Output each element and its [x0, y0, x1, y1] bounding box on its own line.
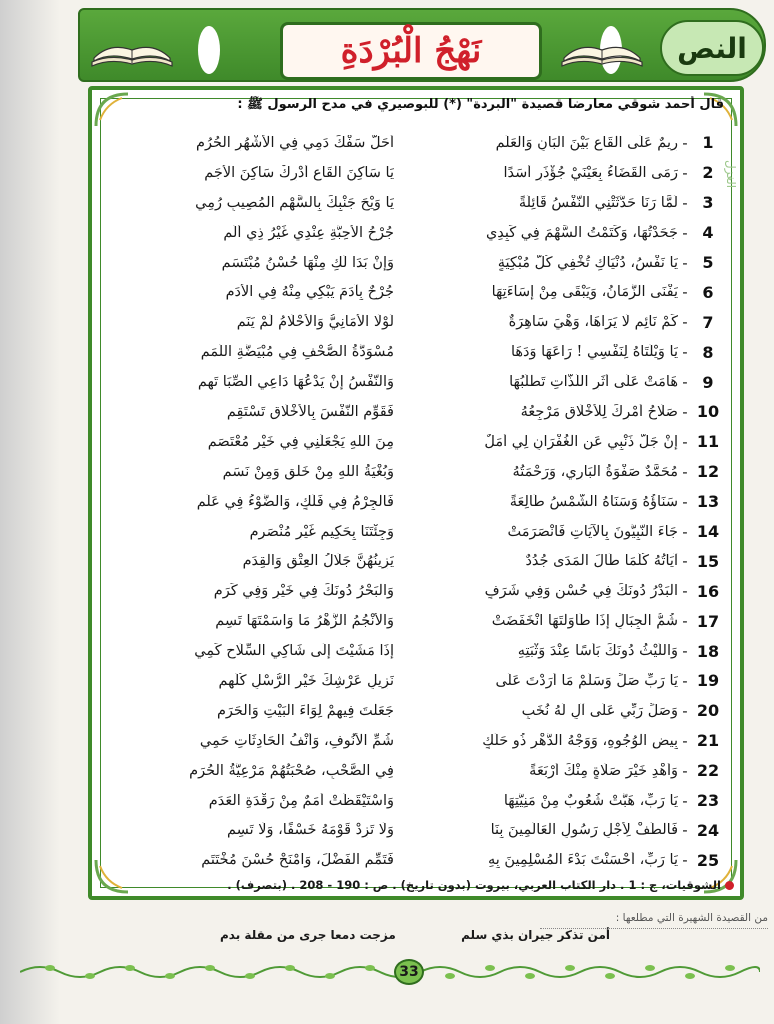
verse-dash: -: [682, 253, 688, 272]
verse-row: [104, 337, 724, 367]
verse-dash: -: [682, 343, 688, 362]
verse-row: [104, 756, 724, 786]
verse-first-hemistich: لَمَّا رَنَا حَدَّثَتْنِي النَّفْسُ قَائِلَةً: [518, 194, 678, 211]
verse-row: [104, 307, 724, 337]
verse-number: 11: [696, 432, 720, 452]
verse-dash: -: [682, 761, 688, 780]
verse-first-hemistich: يَا وَيْلَتَاهُ لِنَفْسِي ! رَاعَهَا وَدَهَا: [510, 344, 678, 361]
verse-first-hemistich: وَأَهْدِ خَيْرَ صَلَاةٍ مِنْكَ أَرْبَعَةً: [529, 762, 678, 779]
side-theme-tag: الغزل: [724, 160, 738, 189]
verse-row: [104, 277, 724, 307]
source-footnote: [114, 878, 734, 898]
page-number: 33: [394, 959, 424, 985]
verse-row: [104, 726, 724, 756]
verse-number: 18: [696, 641, 720, 661]
verse-first-hemistich: وَصَلِّ رَبِّي عَلَى آلٍ لَهُ نُخَبٍ: [521, 702, 678, 719]
verse-first-hemistich: شُمُّ الْجِبَالِ إِذَا طَاوَلْتَهَا انْخَفَضَتْ: [491, 613, 678, 630]
verse-row: [104, 696, 724, 726]
verse-row: [104, 457, 724, 487]
verse-dash: -: [682, 642, 688, 661]
verse-second-hemistich: شُمِّ الْأُنُوفِ، وَأَنْفُ الْحَادِثَاتِ حَمِي: [199, 732, 394, 749]
verse-row: [104, 546, 724, 576]
section-tab-label: النص: [677, 31, 747, 65]
verse-second-hemistich: يَا وَيْحَ جَنْبِكَ بِالسَّهْمِ الْمُصِيبِ رُمِي: [195, 194, 394, 211]
verse-second-hemistich: نَزِيلِ عَرْشِكَ خَيْرِ الرُّسْلِ كُلِّهِمِ: [218, 672, 394, 689]
verse-dash: -: [682, 373, 688, 392]
verse-dash: -: [682, 582, 688, 601]
footnote-bullet-icon: [725, 881, 734, 890]
verse-dash: -: [682, 731, 688, 750]
right-book-icon: [558, 36, 646, 70]
verse-first-hemistich: يَفْنَى الزَّمَانُ، وَيَبْقَى مِنْ إِسَاءَتِهَا: [491, 284, 678, 301]
decor-oval-left: [198, 26, 220, 74]
verse-number: 7: [702, 312, 714, 332]
verse-dash: -: [682, 462, 688, 481]
verse-row: [104, 666, 724, 696]
verse-second-hemistich: جُرْحٌ بِآدَمَ يَبْكِي مِنْهُ فِي الْأَدَمِ: [225, 284, 394, 301]
verse-first-hemistich: رِيمٌ عَلَى الْقَاعِ بَيْنَ الْبَانِ وَالْعَلَمِ: [495, 134, 678, 151]
verse-dash: -: [682, 133, 688, 152]
reference-verse: [220, 928, 610, 946]
verse-number: 13: [696, 492, 720, 512]
verse-dash: -: [682, 402, 688, 421]
verse-first-hemistich: الْبَدْرُ دُونَكَ فِي حُسْنٍ وَفِي شَرَفٍ: [484, 583, 678, 600]
verse-first-hemistich: يَا نَفْسُ، دُنْيَاكِ تُخْفِي كُلَّ مُبْكِيَةٍ: [497, 254, 678, 271]
verse-dash: -: [682, 492, 688, 511]
verse-dash: -: [682, 163, 688, 182]
verse-row: [104, 367, 724, 397]
poem-introduction: قال أحمد شوقي معارضا قصيدة "البردة" (*) للبوصيري في مدح الرسول ﷺ :: [237, 97, 724, 112]
verse-row: [104, 517, 724, 547]
verse-dash: -: [682, 671, 688, 690]
verse-first-hemistich: رَمَى الْقَضَاءُ بِعَيْنَيْ جُؤْذَرٍ أَسَدًا: [503, 164, 678, 181]
verse-number: 15: [696, 551, 720, 571]
verse-first-hemistich: فَالْطُفْ لِأَجْلِ رَسُولِ الْعَالَمِينَ بِنَا: [490, 822, 678, 839]
bottom-vine-ornament: [20, 960, 760, 984]
reference-poem-label: من القصيدة الشهيرة التي مطلعها :: [540, 912, 768, 929]
verse-second-hemistich: فَقَوِّمِ النَّفْسَ بِالْأَخْلَاقِ تَسْتَقِمِ: [226, 403, 394, 420]
verse-first-hemistich: يَا رَبِّ صَلِّ وَسَلِّمْ مَا أَرَدْتَ عَلَى: [495, 672, 678, 689]
verse-number: 16: [696, 581, 720, 601]
verse-row: [104, 815, 724, 845]
verse-dash: -: [682, 851, 688, 870]
verse-second-hemistich: وَإِنْ بَدَا لَكِ مِنْهَا حُسْنُ مُبْتَسَمِ: [221, 254, 394, 271]
page-gutter-shadow: [0, 0, 60, 1024]
verse-row: [104, 576, 724, 606]
verse-number: 10: [696, 402, 720, 422]
verse-number: 5: [702, 253, 714, 272]
verse-number: 8: [702, 342, 714, 362]
verse-dash: -: [682, 821, 688, 840]
verse-second-hemistich: مُسْوَدَّةُ الصُّحْفِ فِي مُبْيَضَّةِ اللِّمَمِ: [200, 344, 394, 361]
verse-second-hemistich: فِي الصَّحْبِ، صُحْبَتُهُمْ مَرْعِيَّةُ الْحُرَمِ: [189, 762, 394, 779]
verse-number: 24: [696, 820, 720, 840]
verse-first-hemistich: جَاءَ النَّبِيُّونَ بِالْآيَاتِ فَانْصَرَمَتْ: [507, 523, 678, 540]
verse-second-hemistich: وَجِئْتَنَا بِحَكِيمٍ غَيْرِ مُنْصَرِمِ: [249, 523, 394, 540]
verse-row: [104, 128, 724, 158]
verse-number: 23: [696, 791, 720, 811]
verse-number: 1: [702, 133, 714, 153]
verse-number: 25: [696, 850, 720, 870]
verse-first-hemistich: هَامَتْ عَلَى أَثَرِ اللَّذَّاتِ تَطْلُبُهَا: [509, 374, 678, 391]
verse-first-hemistich: يَا رَبِّ، أَحْسَنْتَ بَدْءَ الْمُسْلِمِينَ بِهِ: [487, 852, 678, 869]
verse-second-hemistich: مِنَ اللهِ يَجْعَلُنِي فِي خَيْرِ مُعْتَصَمِ: [207, 433, 394, 450]
verse-dash: -: [682, 701, 688, 720]
verse-row: [104, 786, 724, 816]
verse-number: 12: [696, 462, 720, 482]
verse-row: [104, 487, 724, 517]
verse-second-hemistich: وَالْأَنْجُمُ الزُّهْرُ مَا وَاسَمْتَهَا تَسِمِ: [215, 613, 394, 630]
verse-row: [104, 248, 724, 278]
lesson-title: نَهْجُ الْبُرْدَةِ: [340, 31, 482, 71]
verse-first-hemistich: وَاللَّيْثُ دُونَكَ بَأْسًا عِنْدَ وَثْبَتِهِ: [517, 643, 678, 660]
verse-second-hemistich: وَاسْتَيْقَظَتْ أُمَمٌ مِنْ رَقْدَةِ الْعَدَمِ: [208, 792, 394, 809]
verse-second-hemistich: لَوْلَا الْأَمَانِيُّ وَالْأَحْلَامُ لَمْ يَنَمِ: [236, 314, 394, 331]
verse-dash: -: [682, 223, 688, 242]
reference-verse-second: مزجت دمعا جرى من مقلة بدم: [220, 928, 396, 942]
verse-row: [104, 606, 724, 636]
left-book-icon: [88, 36, 176, 70]
verse-second-hemistich: أَحَلَّ سَفْكَ دَمِي فِي الْأَشْهُرِ الْحُرُمِ: [196, 134, 394, 151]
verse-number: 6: [702, 282, 714, 302]
verse-dash: -: [682, 193, 688, 212]
verse-number: 14: [696, 522, 720, 542]
verse-row: [104, 845, 724, 875]
verse-dash: -: [682, 612, 688, 631]
reference-verse-first: أمن تذكر جيران بذي سلم: [461, 928, 610, 942]
verse-dash: -: [682, 522, 688, 541]
verse-number: 19: [696, 671, 720, 691]
verse-row: [104, 636, 724, 666]
verse-first-hemistich: مُحَمَّدٌ صَفْوَةُ الْبَارِي، وَرَحْمَتُهُ: [512, 463, 678, 480]
verse-first-hemistich: آيَاتُهُ كُلَّمَا طَالَ الْمَدَى جُدُدٌ: [525, 553, 678, 570]
verse-second-hemistich: جُرْحُ الْأَحِبَّةِ عِنْدِي غَيْرُ ذِي أَلَمِ: [223, 224, 394, 241]
verse-row: [104, 158, 724, 188]
verse-number: 2: [702, 163, 714, 183]
verse-second-hemistich: إِذَا مَشَيْتَ إِلَى شَاكِي السِّلَاحِ كَمِي: [194, 643, 394, 660]
verse-number: 4: [702, 223, 714, 243]
verse-number: 9: [702, 372, 714, 392]
lesson-title-box: [280, 22, 542, 80]
verse-first-hemistich: صَلَاحُ أَمْرِكَ لِلْأَخْلَاقِ مَرْجِعُهُ: [520, 403, 678, 420]
verse-dash: -: [682, 552, 688, 571]
verse-number: 20: [696, 701, 720, 721]
verse-first-hemistich: كَمْ نَائِمٍ لَا يَرَاهَا، وَهْيَ سَاهِرَةٌ: [508, 314, 678, 331]
verse-dash: -: [682, 283, 688, 302]
verse-number: 22: [696, 761, 720, 781]
verse-second-hemistich: وَالْبَحْرُ دُونَكَ فِي خَيْرٍ وَفِي كَرَمِ: [213, 583, 394, 600]
verse-first-hemistich: إِنْ جَلَّ ذَنْبِي عَنِ الْغُفْرَانِ لِي أَمَلٌ: [484, 433, 678, 450]
verse-first-hemistich: جَحَدْتُهَا، وَكَتَمْتُ السَّهْمَ فِي كَبِدِي: [485, 224, 678, 241]
verse-dash: -: [682, 791, 688, 810]
verse-second-hemistich: يَا سَاكِنَ الْقَاعِ أَدْرِكْ سَاكِنَ الْأَجَمِ: [204, 164, 394, 181]
poem-verses: [104, 128, 724, 876]
verse-number: 21: [696, 731, 720, 751]
verse-first-hemistich: بِيضِ الْوُجُوهِ، وَوَجْهُ الدَّهْرِ ذُو حَلَكٍ: [482, 732, 678, 749]
verse-dash: -: [682, 432, 688, 451]
verse-second-hemistich: وَالنَّفْسُ إِنْ يَدْعُهَا دَاعِي الصِّبَا تَهِمِ: [197, 374, 394, 391]
verse-row: [104, 188, 724, 218]
verse-second-hemistich: وَلَا تَزِدْ قَوْمَهُ خَسْفًا، وَلَا تَسِمِ: [227, 822, 394, 839]
verse-row: [104, 218, 724, 248]
verse-first-hemistich: سَنَاؤُهُ وَسَنَاهُ الشَّمْسُ طَالِعَةً: [509, 493, 678, 510]
verse-number: 3: [702, 193, 714, 213]
verse-second-hemistich: فَالْجِرْمُ فِي فَلَكٍ، وَالضَّوْءُ فِي عَلَمِ: [196, 493, 394, 510]
verse-row: [104, 427, 724, 457]
verse-row: [104, 397, 724, 427]
footnote-text: الشوقيات، ج : 1 . دار الكتاب العربي، بيروت (بدون تاريخ) . ص : 190 - 208 . (بتصرف) .: [227, 878, 721, 892]
section-tab: [660, 20, 764, 76]
verse-dash: -: [682, 313, 688, 332]
verse-second-hemistich: يَزِينُهُنَّ جَلَالُ الْعِتْقِ وَالْقِدَمِ: [242, 553, 394, 570]
verse-number: 17: [696, 611, 720, 631]
verse-first-hemistich: يَا رَبِّ، هَبَّتْ شُعُوبٌ مِنْ مَنِيَّتِهَا: [503, 792, 678, 809]
verse-second-hemistich: وَبُغْيَةُ اللهِ مِنْ خَلْقٍ وَمِنْ نَسَمِ: [222, 463, 394, 480]
verse-second-hemistich: جَعَلْتَ فِيهِمْ لِوَاءَ الْبَيْتِ وَالْحَرَمِ: [216, 702, 394, 719]
verse-second-hemistich: فَتَمِّمِ الْفَضْلَ، وَامْنَحْ حُسْنَ مُخْتَتَمِ: [201, 852, 394, 869]
